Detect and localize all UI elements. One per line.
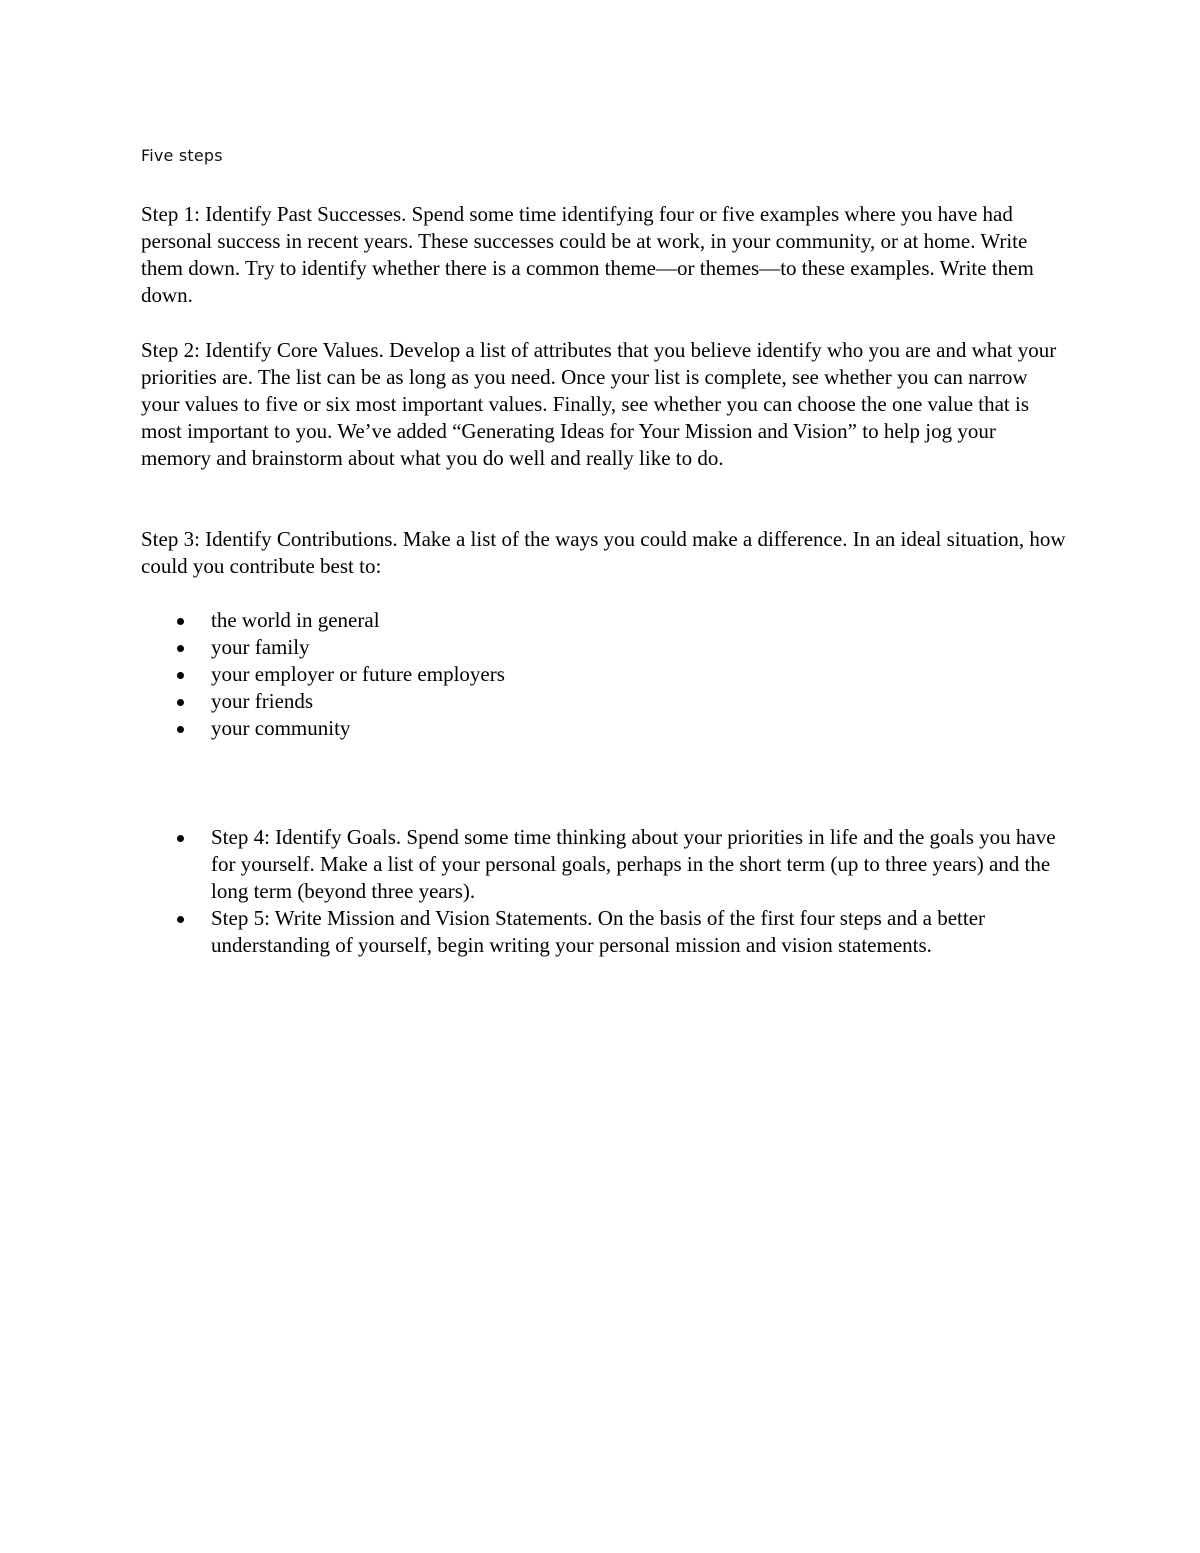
bullet-icon — [177, 699, 184, 706]
list-item-text: your employer or future employers — [211, 662, 505, 686]
step-5-text: Step 5: Write Mission and Vision Statements. On the basis of the first four steps and a better understanding of yourself, begin writing your personal mission and vision statements. — [211, 906, 986, 957]
bullet-icon — [177, 916, 184, 923]
list-item — [141, 607, 1071, 634]
bullet-icon — [177, 618, 184, 625]
list-item-text: the world in general — [211, 608, 380, 632]
step-2-paragraph: Step 2: Identify Core Values. Develop a list of attributes that you believe identify who you are and what your priorities are. The list can be as long as you need. Once your list is complete, see whether you can narrow your values to five or six most important values. Finally, see whether you can choose the one value that is most important to you. We’ve added “Generating Ideas for Your Mission and Vision” to help jog your memory and brainstorm about what you do well and really like to do. — [141, 338, 1057, 470]
list-item-text: your family — [211, 635, 310, 659]
bullet-icon — [177, 835, 184, 842]
step-4-text: Step 4: Identify Goals. Spend some time thinking about your priorities in life and the goals you have for yourself. Make a list of your personal goals, perhaps in the short term (up to three years) and the long term (beyond three years). — [211, 825, 1056, 903]
list-item-text: your community — [211, 716, 351, 740]
bullet-icon — [177, 645, 184, 652]
step-3-paragraph: Step 3: Identify Contributions. Make a list of the ways you could make a difference. In an ideal situation, how could you contribute best to: — [141, 527, 1066, 578]
later-steps-list — [141, 824, 1071, 959]
list-item — [141, 905, 1071, 959]
bullet-icon — [177, 672, 184, 679]
bullet-icon — [177, 726, 184, 733]
list-item — [141, 824, 1071, 905]
list-item — [141, 661, 1071, 688]
list-item — [141, 715, 1071, 742]
document-title: Five steps — [141, 146, 223, 165]
contributions-list — [141, 607, 1071, 742]
list-item — [141, 688, 1071, 715]
step-1-paragraph: Step 1: Identify Past Successes. Spend some time identifying four or five examples where you have had personal success in recent years. These successes could be at work, in your community, or at home. Write them down. Try to identify whether there is a common theme—or themes—to these examples. Write them down. — [141, 202, 1034, 307]
list-item-text: your friends — [211, 689, 314, 713]
list-item — [141, 634, 1071, 661]
